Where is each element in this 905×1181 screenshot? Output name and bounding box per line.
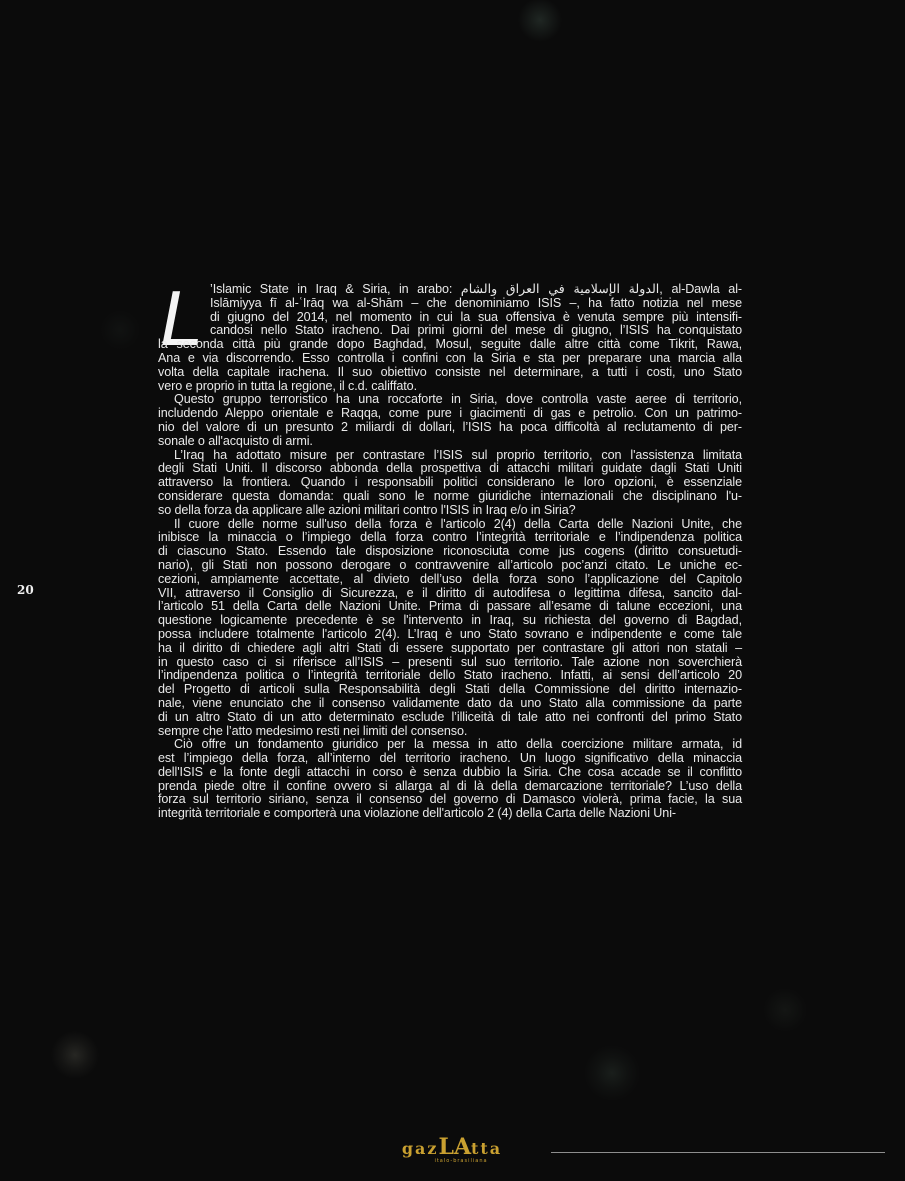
text-line: di ciascuno Stato. Essendo tale disposizione riconosciuta come jus cogens (diritto consuetudi- bbox=[158, 544, 742, 559]
logo-subtitle: italo-brasiliana bbox=[434, 1158, 488, 1164]
text-line: cezioni, ampiamente accettate, al divieto dell’uso della forza sono l’applicazione del Capitolo bbox=[158, 571, 742, 586]
logo-part-pre: gaz bbox=[401, 1139, 439, 1158]
text-line: di giugno del 2014, nel momento in cui la sua offensiva è venuta sempre più intensifi- bbox=[210, 309, 742, 324]
text-line: so della forza da applicare alle azioni militari contro l'ISIS in Iraq e/o in Siria? bbox=[158, 502, 576, 517]
text-line: considerare questa domanda: quali sono le norme giuridiche internazionali che disciplinano l'u- bbox=[158, 488, 742, 503]
text-line: questione logicamente precedente è se l'intervento in Iraq, su richiesta del governo di Bagdad, bbox=[158, 613, 742, 628]
paragraph bbox=[158, 274, 742, 393]
footer-rule bbox=[551, 1152, 885, 1153]
text-line: dell'ISIS e la fonte degli attacchi in corso è senza dubbio la Siria. Che cosa accade se il conflitto bbox=[158, 764, 742, 779]
text-line: est l’impiego della forza, all’interno del territorio iracheno. Un luogo significativo della minaccia bbox=[158, 751, 742, 766]
text-line: nario), gli Stati non possono derogare o contravvenire all’articolo poc’anzi citato. Le uniche ec- bbox=[158, 557, 742, 572]
text-line: Questo gruppo terroristico ha una roccaforte in Siria, dove controlla vaste aeree di territorio, bbox=[174, 392, 742, 407]
text-line: Islāmiyya fī al-ʿIrāq wa al-Shām – che denominiamo ISIS –, ha fatto notizia nel mese bbox=[210, 295, 742, 310]
text-line: integrità territoriale e comporterà una violazione dell'articolo 2 (4) della Carta delle Nazioni Uni- bbox=[158, 806, 677, 821]
text-line: sempre che l’atto medesimo resti nei limiti del consenso. bbox=[158, 723, 468, 738]
page-number: 20 bbox=[17, 583, 34, 597]
text-line: ’Islamic State in Iraq & Siria, in arabo: الدولة الإسلامية في العراق والشام, al-Dawla al- bbox=[210, 282, 742, 296]
text-line: nale, viene enunciato che il consenso validamente dato da uno Stato alla commissione da parte bbox=[158, 695, 742, 710]
paragraph bbox=[158, 518, 742, 739]
text-line: nio del valore di un presunto 2 miliardi di dollari, l’ISIS ha poca difficoltà al reclutamento di per- bbox=[158, 419, 742, 434]
text-line: volta della capitale irachena. Il suo obiettivo consiste nel determinare, a tutti i costi, uno Stato bbox=[158, 364, 742, 379]
text-line: in questo caso ci si riferisce all’ISIS – presenti sul suo territorio. Tale azione non soverchierà bbox=[158, 654, 742, 669]
article-body bbox=[158, 274, 742, 821]
text-line: forza sul territorio siriano, senza il consenso del governo di Damasco violerà, prima facie, la sua bbox=[158, 792, 742, 807]
text-line: VII, attraverso il Consiglio di Sicurezza, e il diritto di autodifesa o legittima difesa, sancito dal- bbox=[158, 585, 742, 600]
text-line: includendo Aleppo orientale e Raqqa, come pure i giacimenti di gas e petrolio. Con un patrimo- bbox=[158, 406, 742, 421]
text-line: del Progetto di articoli sulla Responsabilità degli Stati della Commissione del diritto internazio- bbox=[158, 682, 742, 697]
paragraph bbox=[158, 738, 742, 821]
text-line: inibisce la minaccia o l’impiego della forza contro l’integrità territoriale e l’indipendenza politica bbox=[158, 530, 742, 545]
text-line: possa includere totalmente l'articolo 2(4). L’Iraq è uno Stato sovrano e indipendente e come tale bbox=[158, 626, 742, 641]
text-line: vero e proprio in tutta la regione, il c.d. califfato. bbox=[158, 378, 417, 393]
text-line: attraverso la frontiera. Quando i responsabili politici considerano le loro opzioni, è essenziale bbox=[158, 475, 742, 490]
gazzetta-logo bbox=[396, 1134, 508, 1170]
text-line: L’Iraq ha adottato misure per contrastare l’ISIS sul proprio territorio, con l'assistenza limitata bbox=[174, 447, 742, 462]
text-line: la seconda città più grande dopo Baghdad, Mosul, seguite dalle altre città come Tikrit, Rawa, bbox=[158, 337, 742, 352]
logo-part-big: LA bbox=[438, 1134, 472, 1160]
text-line: sonale o all'acquisto di armi. bbox=[158, 433, 313, 448]
logo-part-post: tta bbox=[471, 1139, 503, 1158]
text-line: Ciò offre un fondamento giuridico per la messa in atto della coercizione militare armata, id bbox=[174, 737, 742, 752]
logo-wordmark bbox=[396, 1134, 508, 1160]
text-line: di un altro Stato di un atto determinato esclude l’illiceità di tale atto nei confronti del primo Stato bbox=[158, 709, 742, 724]
text-line: ha il diritto di chiedere agli altri Stati di essere supportato per contrastare gli attori non statali – bbox=[158, 640, 742, 655]
text-line: l’articolo 51 della Carta delle Nazioni Unite. Prima di passare all’esame di talune eccezioni, una bbox=[158, 599, 742, 614]
paragraph bbox=[158, 393, 742, 448]
text-line: degli Stati Uniti. Il discorso abbonda della prospettiva di attacchi militari guidate dagli Stati Uniti bbox=[158, 461, 742, 476]
text-line: Il cuore delle norme sull'uso della forza è l'articolo 2(4) della Carta delle Nazioni Unite, che bbox=[174, 516, 742, 531]
text-line: l’indipendenza politica o l’integrità territoriale dello Stato iracheno. Infatti, ai sensi dell’articolo 20 bbox=[158, 668, 742, 683]
text-line: candosi nello Stato iracheno. Dai primi giorni del mese di giugno, l’ISIS ha conquistato bbox=[210, 323, 742, 338]
text-line: Ana e via discorrendo. Esso controlla i confini con la Siria e sta per preparare una marcia alla bbox=[158, 350, 742, 365]
text-line: prenda piede oltre il confine ovvero si allarga al di là della demarcazione territoriale? L’uso della bbox=[158, 778, 742, 793]
drop-cap: L bbox=[160, 274, 202, 362]
paragraph bbox=[158, 449, 742, 518]
